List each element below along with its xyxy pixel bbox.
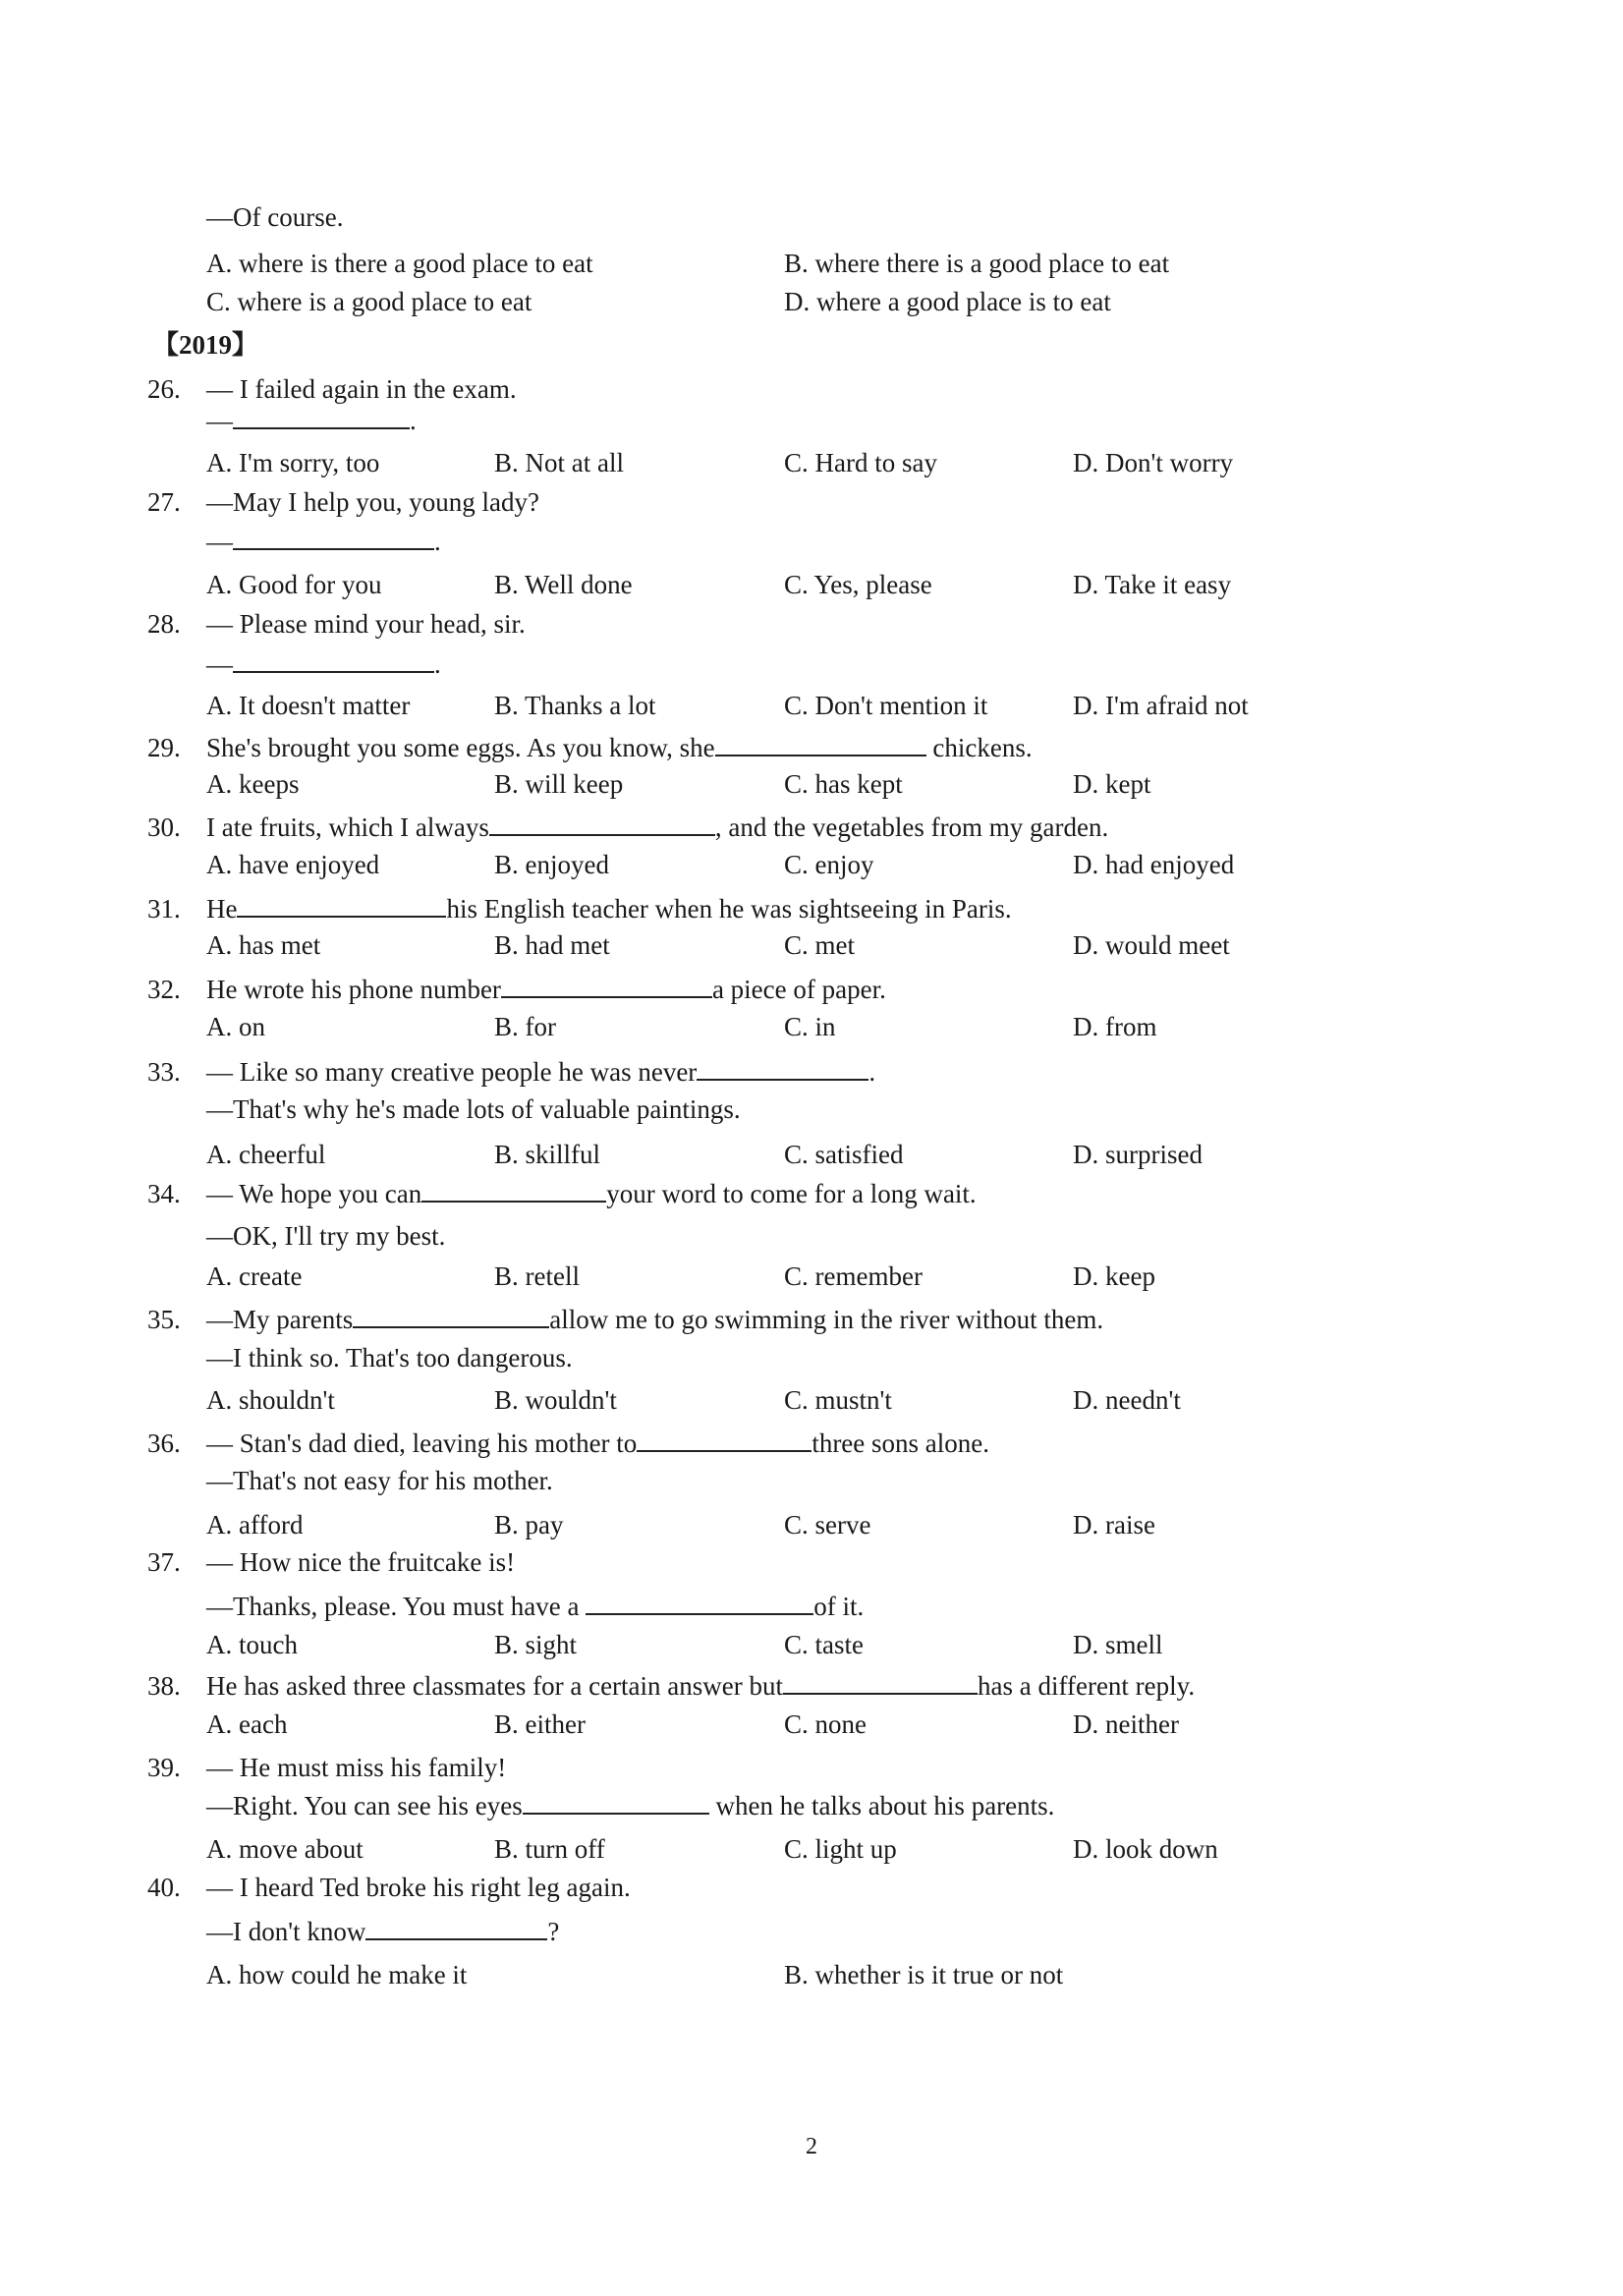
q31-stem-start: He <box>206 894 238 924</box>
q31-stem-end: his English teacher when he was sightseeing in Paris. <box>446 894 1012 924</box>
q29-number: 29. <box>147 733 181 762</box>
q39-option-d: D. look down <box>1073 1834 1218 1864</box>
q29-option-a: A. keeps <box>206 769 300 799</box>
q35-option-b: B. wouldn't <box>494 1385 617 1415</box>
q33-blank <box>697 1057 868 1081</box>
q40-prompt: — I heard Ted broke his right leg again. <box>206 1873 631 1902</box>
q27-option-a: A. Good for you <box>206 570 382 599</box>
q39-option-a: A. move about <box>206 1834 364 1864</box>
q28-number: 28. <box>147 609 181 639</box>
q37-blank <box>586 1592 813 1615</box>
q28-prompt: — Please mind your head, sir. <box>206 609 526 639</box>
q37-number: 37. <box>147 1547 181 1577</box>
q38-option-c: C. none <box>784 1709 867 1739</box>
prev-reply: —Of course. <box>206 202 344 232</box>
q38-option-d: D. neither <box>1073 1709 1179 1739</box>
q27-prompt: —May I help you, young lady? <box>206 487 539 517</box>
q27-option-b: B. Well done <box>494 570 633 599</box>
q30-number: 30. <box>147 812 181 842</box>
q34-stem-start: — We hope you can <box>206 1179 422 1208</box>
q37-option-b: B. sight <box>494 1630 578 1659</box>
q39-option-c: C. light up <box>784 1834 897 1864</box>
q27-period: . <box>434 527 441 556</box>
q31-stem <box>206 893 1012 924</box>
q39-response <box>206 1790 1054 1821</box>
q27-blank <box>233 527 434 550</box>
q26-option-a: A. I'm sorry, too <box>206 448 380 477</box>
q27-option-d: D. Take it easy <box>1073 570 1232 599</box>
q39-blank <box>523 1791 709 1815</box>
q34-number: 34. <box>147 1179 181 1208</box>
q28-option-c: C. Don't mention it <box>784 691 988 720</box>
q36-number: 36. <box>147 1428 181 1458</box>
q31-number: 31. <box>147 894 181 924</box>
section-label: 【2019】 <box>152 330 258 360</box>
q33-number: 33. <box>147 1057 181 1087</box>
q33-option-d: D. surprised <box>1073 1140 1203 1169</box>
q33-stem <box>206 1056 875 1088</box>
q38-option-b: B. either <box>494 1709 586 1739</box>
q33-option-a: A. cheerful <box>206 1140 326 1169</box>
q39-prompt: — He must miss his family! <box>206 1753 507 1782</box>
q40-option-b: B. whether is it true or not <box>784 1960 1064 1989</box>
q36-option-b: B. pay <box>494 1510 564 1540</box>
q36-blank <box>637 1428 812 1452</box>
q31-option-b: B. had met <box>494 930 610 960</box>
q35-option-c: C. mustn't <box>784 1385 892 1415</box>
q36-stem-end: three sons alone. <box>812 1428 990 1458</box>
q26-option-c: C. Hard to say <box>784 448 937 477</box>
q33-stem-start: — Like so many creative people he was never <box>206 1057 698 1087</box>
q34-option-b: B. retell <box>494 1261 580 1291</box>
q37-option-c: C. taste <box>784 1630 864 1659</box>
q31-option-d: D. would meet <box>1073 930 1230 960</box>
q29-stem <box>206 732 1033 763</box>
q38-number: 38. <box>147 1671 181 1701</box>
q27-number: 27. <box>147 487 181 517</box>
q26-period: . <box>410 406 417 435</box>
q33-option-c: C. satisfied <box>784 1140 904 1169</box>
q35-blank <box>353 1305 549 1328</box>
q29-stem-start: She's brought you some eggs. As you know, she <box>206 733 715 762</box>
q31-option-c: C. met <box>784 930 855 960</box>
q37-option-d: D. smell <box>1073 1630 1163 1659</box>
q27-response <box>206 526 441 557</box>
q35-option-d: D. needn't <box>1073 1385 1181 1415</box>
q30-stem-start: I ate fruits, which I always <box>206 812 489 842</box>
q31-blank <box>237 894 446 918</box>
q37-response <box>206 1591 864 1622</box>
q32-stem-start: He wrote his phone number <box>206 975 501 1004</box>
q29-option-b: B. will keep <box>494 769 624 799</box>
q26-prompt: — I failed again in the exam. <box>206 374 517 404</box>
q32-stem <box>206 974 886 1005</box>
q29-blank <box>715 733 926 756</box>
q40-response-start: —I don't know <box>206 1917 366 1946</box>
q38-blank <box>783 1671 978 1695</box>
q27-dash: — <box>206 527 233 556</box>
q39-number: 39. <box>147 1753 181 1782</box>
q36-response: —That's not easy for his mother. <box>206 1466 553 1495</box>
q33-stem-end: . <box>868 1057 876 1087</box>
q32-option-d: D. from <box>1073 1012 1157 1041</box>
q34-stem-end: your word to come for a long wait. <box>606 1179 977 1208</box>
q30-stem-end: , and the vegetables from my garden. <box>714 812 1109 842</box>
prev-option-d: D. where a good place is to eat <box>784 287 1111 316</box>
page-number: 2 <box>806 2134 817 2159</box>
q35-stem-start: —My parents <box>206 1305 354 1334</box>
q26-number: 26. <box>147 374 181 404</box>
q35-stem-end: allow me to go swimming in the river without them. <box>549 1305 1104 1334</box>
q34-option-c: C. remember <box>784 1261 923 1291</box>
q28-response <box>206 648 441 680</box>
prev-option-b: B. where there is a good place to eat <box>784 249 1170 278</box>
q32-blank <box>501 975 712 998</box>
q40-response <box>206 1916 559 1947</box>
q38-option-a: A. each <box>206 1709 288 1739</box>
q35-number: 35. <box>147 1305 181 1334</box>
q28-dash: — <box>206 649 233 679</box>
q33-response: —That's why he's made lots of valuable paintings. <box>206 1094 741 1124</box>
q40-response-end: ? <box>547 1917 560 1946</box>
q36-option-d: D. raise <box>1073 1510 1155 1540</box>
q28-period: . <box>434 649 441 679</box>
q30-option-c: C. enjoy <box>784 850 874 879</box>
q26-response <box>206 405 417 436</box>
q35-stem <box>206 1304 1103 1335</box>
q40-number: 40. <box>147 1873 181 1902</box>
q28-option-b: B. Thanks a lot <box>494 691 656 720</box>
q39-option-b: B. turn off <box>494 1834 605 1864</box>
q30-option-a: A. have enjoyed <box>206 850 380 879</box>
q34-blank <box>421 1179 606 1203</box>
q32-option-b: B. for <box>494 1012 556 1041</box>
q29-option-d: D. kept <box>1073 769 1151 799</box>
q39-response-end: when he talks about his parents. <box>708 1791 1055 1820</box>
q36-stem-start: — Stan's dad died, leaving his mother to <box>206 1428 638 1458</box>
q30-blank <box>489 812 715 836</box>
q28-option-d: D. I'm afraid not <box>1073 691 1249 720</box>
q32-number: 32. <box>147 975 181 1004</box>
q34-stem <box>206 1178 977 1209</box>
q34-option-d: D. keep <box>1073 1261 1155 1291</box>
q26-option-d: D. Don't worry <box>1073 448 1234 477</box>
q37-response-start: —Thanks, please. You must have a <box>206 1592 587 1621</box>
prev-option-c: C. where is a good place to eat <box>206 287 532 316</box>
q36-option-c: C. serve <box>784 1510 871 1540</box>
q38-stem-start: He has asked three classmates for a certain answer but <box>206 1671 783 1701</box>
q36-option-a: A. afford <box>206 1510 304 1540</box>
q38-stem-end: has a different reply. <box>978 1671 1196 1701</box>
q26-option-b: B. Not at all <box>494 448 624 477</box>
q32-option-c: C. in <box>784 1012 836 1041</box>
q37-prompt: — How nice the fruitcake is! <box>206 1547 516 1577</box>
q34-response: —OK, I'll try my best. <box>206 1221 446 1251</box>
q34-option-a: A. create <box>206 1261 303 1291</box>
q32-stem-end: a piece of paper. <box>711 975 886 1004</box>
q37-option-a: A. touch <box>206 1630 298 1659</box>
q29-stem-end: chickens. <box>925 733 1033 762</box>
q28-option-a: A. It doesn't matter <box>206 691 411 720</box>
q39-response-start: —Right. You can see his eyes <box>206 1791 523 1820</box>
q30-stem <box>206 812 1108 843</box>
q30-option-d: D. had enjoyed <box>1073 850 1235 879</box>
q38-stem <box>206 1670 1195 1702</box>
q40-blank <box>365 1917 547 1940</box>
q28-blank <box>233 649 434 673</box>
q26-blank <box>233 406 410 429</box>
q37-response-end: of it. <box>813 1592 865 1621</box>
q29-option-c: C. has kept <box>784 769 903 799</box>
q32-option-a: A. on <box>206 1012 265 1041</box>
q26-dash: — <box>206 406 233 435</box>
prev-option-a: A. where is there a good place to eat <box>206 249 593 278</box>
q31-option-a: A. has met <box>206 930 321 960</box>
q30-option-b: B. enjoyed <box>494 850 609 879</box>
q27-option-c: C. Yes, please <box>784 570 932 599</box>
q35-option-a: A. shouldn't <box>206 1385 335 1415</box>
q40-option-a: A. how could he make it <box>206 1960 468 1989</box>
q33-option-b: B. skillful <box>494 1140 601 1169</box>
q35-response: —I think so. That's too dangerous. <box>206 1343 573 1372</box>
q36-stem <box>206 1428 989 1459</box>
